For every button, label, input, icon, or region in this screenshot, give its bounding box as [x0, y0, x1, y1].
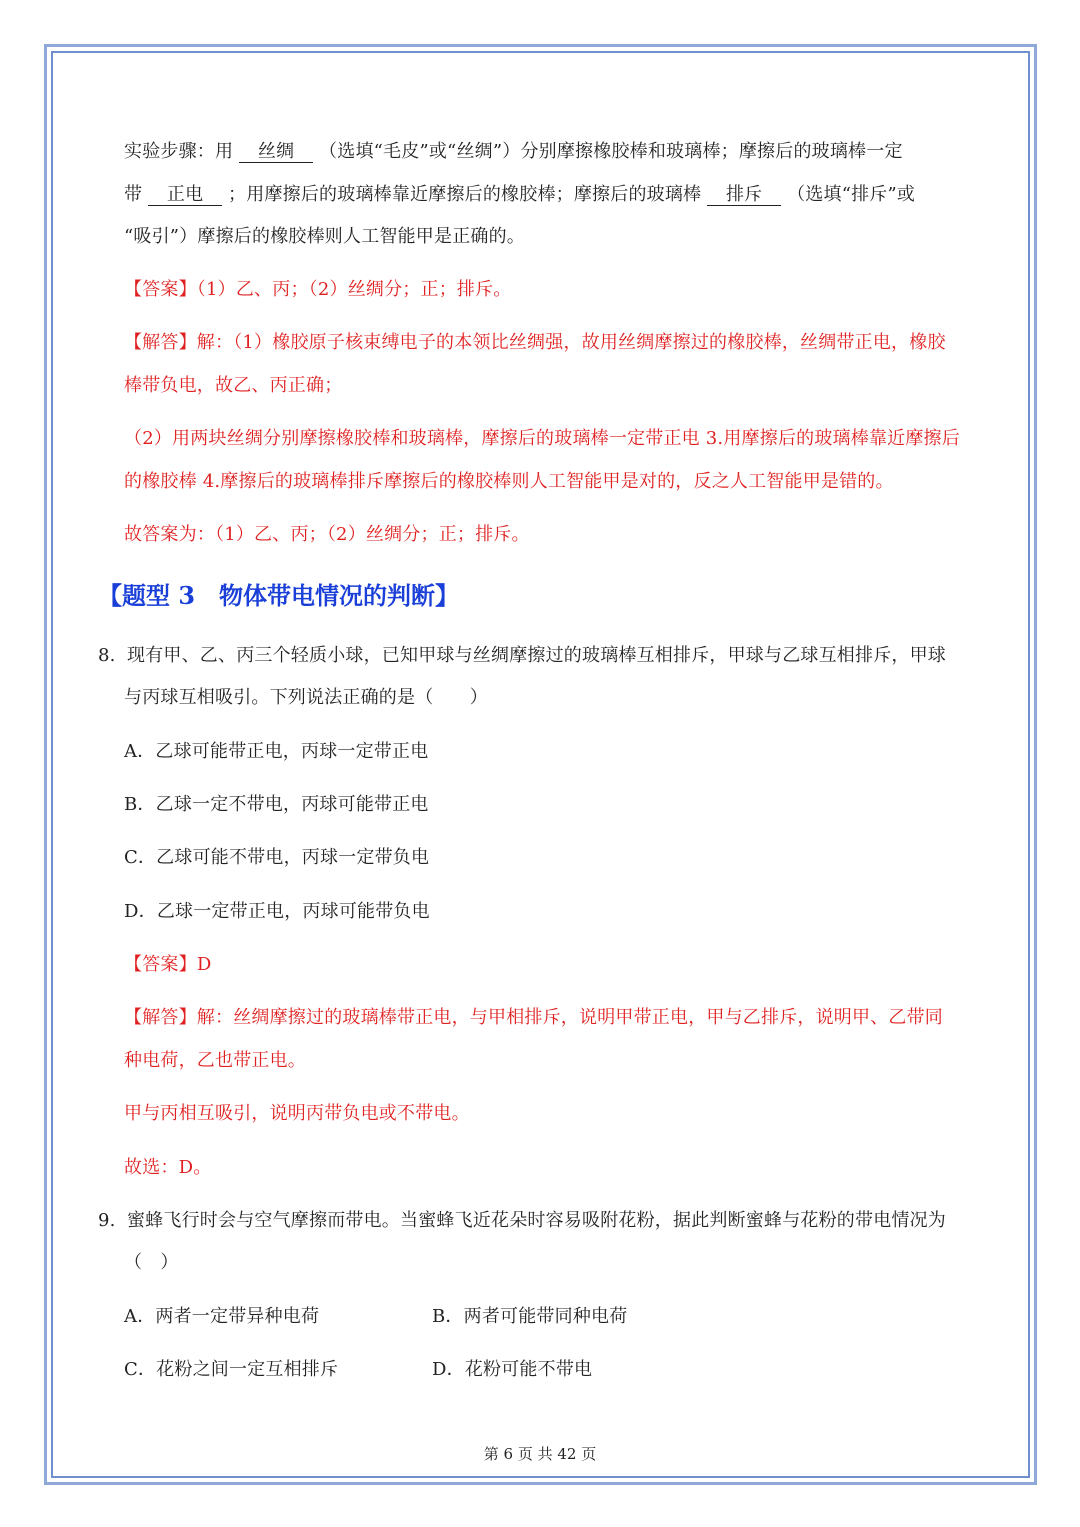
- solution-line-4: 的橡胶棒 4.摩擦后的玻璃棒排斥摩擦后的橡胶棒则人工智能甲是对的，反之人工智能甲是错的。: [124, 471, 894, 492]
- page-number: 6: [503, 1445, 514, 1463]
- solution-line-2: 种电荷，乙也带正电。: [124, 1050, 306, 1071]
- option-b: B．两者可能带同种电荷: [432, 1306, 628, 1327]
- experiment-steps-line-3: “吸引”）摩擦后的橡胶棒则人工智能甲是正确的。: [124, 226, 526, 247]
- final-answer: 故选：D。: [124, 1157, 212, 1178]
- solution-line-1: 【解答】解：丝绸摩擦过的玻璃棒带正电，与甲相排斥，说明甲带正电，甲与乙排斥，说明甲、乙带同: [124, 1007, 943, 1028]
- question-stem-line-2: （ ）: [124, 1252, 179, 1273]
- experiment-steps-line-2: 带 正电 ；用摩擦后的玻璃棒靠近摩擦后的橡胶棒；摩擦后的玻璃棒 排斥 （选填“排斥”或: [124, 184, 916, 205]
- page-border-inner: [51, 51, 1030, 1478]
- final-answer: 故答案为：（1）乙、丙；（2）丝绸分；正；排斥。: [124, 524, 530, 545]
- section-heading: 【题型 3 物体带电情况的判断】: [98, 581, 460, 610]
- option-a: A．乙球可能带正电，丙球一定带正电: [124, 741, 429, 762]
- option-c: C．乙球可能不带电，丙球一定带负电: [124, 847, 430, 868]
- solution-line-2: 棒带负电，故乙、丙正确；: [124, 375, 343, 396]
- fill-blank-3: 排斥: [707, 185, 781, 206]
- page-total: 42: [557, 1445, 577, 1463]
- option-d: D．花粉可能不带电: [432, 1359, 593, 1380]
- question-stem-line-1: 蜜蜂飞行时会与空气摩擦而带电。当蜜蜂飞近花朵时容易吸附花粉，据此判断蜜蜂与花粉的带电情况为: [127, 1210, 946, 1231]
- option-a: A．两者一定带异种电荷: [124, 1306, 320, 1327]
- page-footer: 第 6 页 共 42 页: [483, 1445, 597, 1463]
- question-number: 8.: [98, 645, 116, 666]
- solution-line-3: 甲与丙相互吸引，说明丙带负电或不带电。: [124, 1103, 470, 1124]
- answer-text: 【答案】D: [124, 954, 212, 975]
- fill-blank-1: 丝绸: [239, 142, 313, 163]
- experiment-steps-line-1: 实验步骤：用 丝绸 （选填“毛皮”或“丝绸”）分别摩擦橡胶棒和玻璃棒；摩擦后的玻璃棒一定: [124, 141, 903, 162]
- question-number: 9.: [98, 1210, 116, 1231]
- solution-line-1: 【解答】解：（1）橡胶原子核束缚电子的本领比丝绸强，故用丝绸摩擦过的橡胶棒，丝绸带正电，橡胶: [124, 332, 946, 353]
- fill-blank-2: 正电: [148, 185, 222, 206]
- solution-line-3: （2）用两块丝绸分别摩擦橡胶棒和玻璃棒，摩擦后的玻璃棒一定带正电 3.用摩擦后的玻璃棒靠近摩擦后: [124, 428, 960, 449]
- option-b: B．乙球一定不带电，丙球可能带正电: [124, 794, 429, 815]
- option-c: C．花粉之间一定互相排斥: [124, 1359, 339, 1380]
- question-stem-line-1: 现有甲、乙、丙三个轻质小球，已知甲球与丝绸摩擦过的玻璃棒互相排斥，甲球与乙球互相排斥，甲球: [127, 645, 946, 666]
- question-stem-line-2: 与丙球互相吸引。下列说法正确的是（ ）: [124, 687, 488, 708]
- option-d: D．乙球一定带正电，丙球可能带负电: [124, 901, 430, 922]
- answer-text: 【答案】（1）乙、丙；（2）丝绸分；正；排斥。: [124, 279, 512, 300]
